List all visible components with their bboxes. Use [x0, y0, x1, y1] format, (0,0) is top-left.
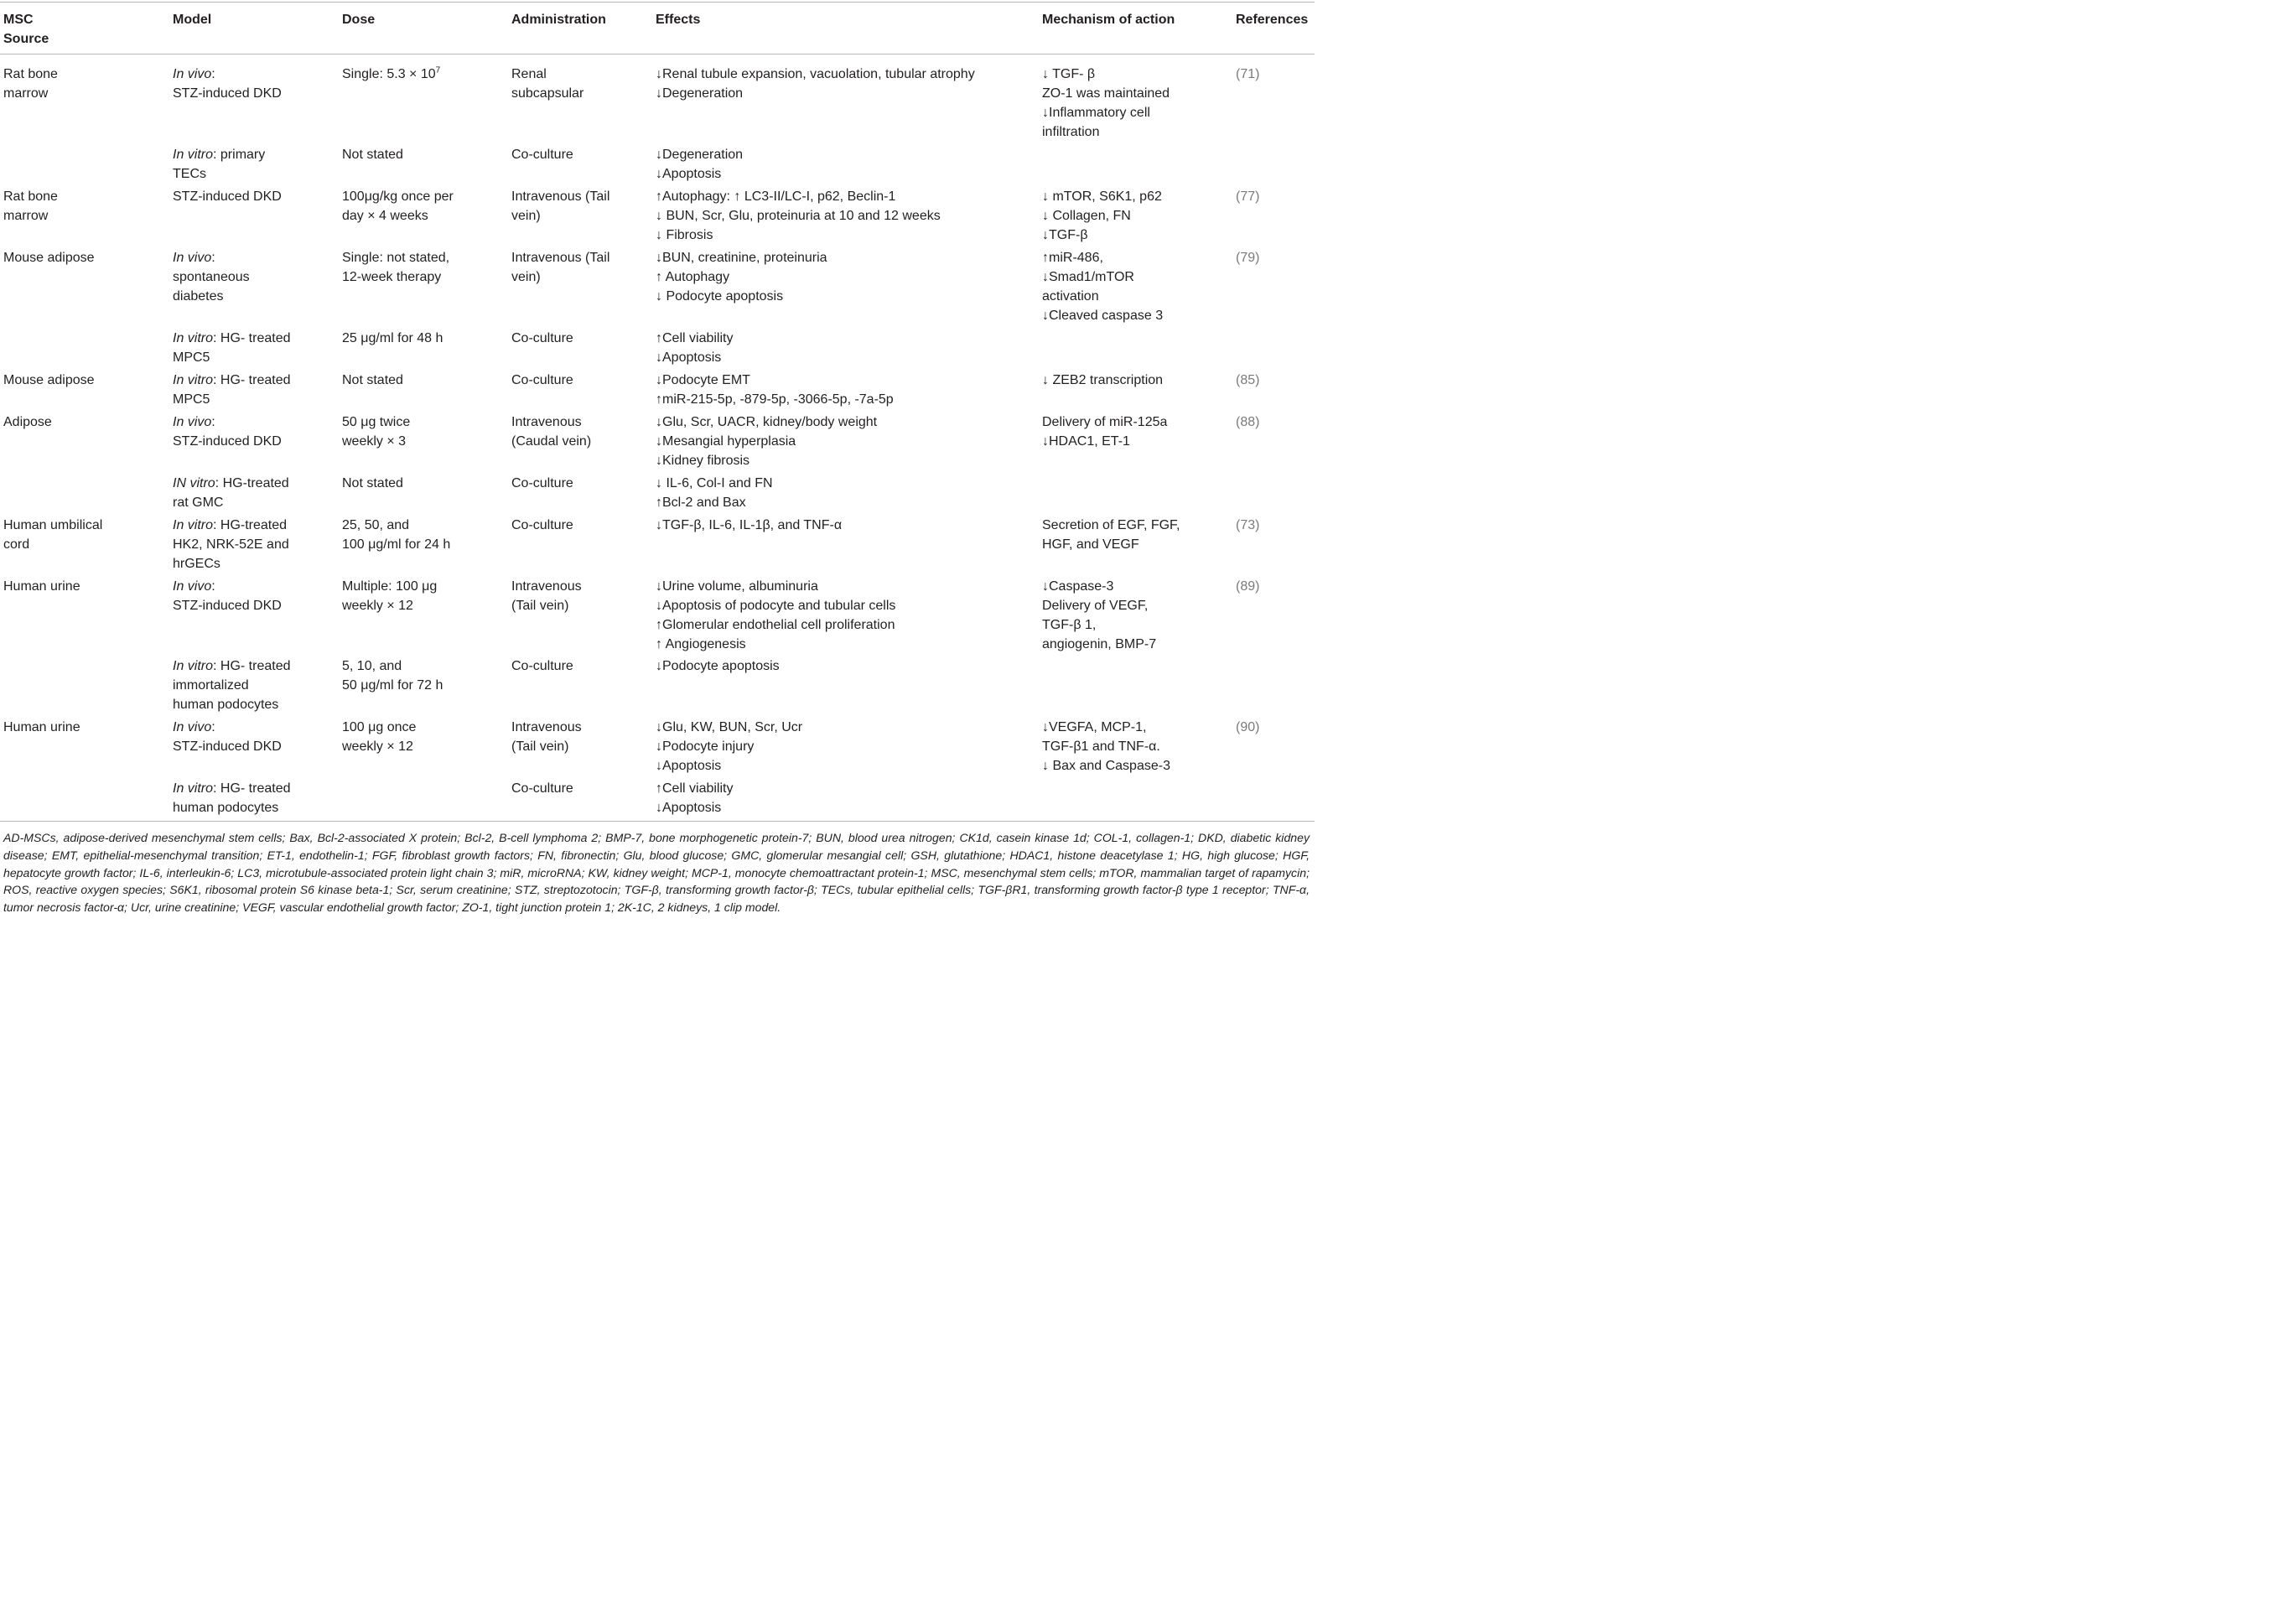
cell-model	[173, 718, 282, 756]
cell-administration: Co-culture	[511, 659, 573, 673]
cell-mechanism: ↓ ZEB2 transcription	[1042, 373, 1164, 387]
dose-text: 5, 10, and 50 μg/ml for 72 h	[342, 659, 443, 693]
cell-administration: Intravenous (Tail vein)	[511, 720, 582, 754]
cell-model	[173, 145, 265, 184]
cell-reference-link[interactable]: (88)	[1236, 415, 1260, 429]
cell-dose	[342, 474, 403, 493]
cell-model	[173, 516, 289, 573]
cell-effects: ↓ IL-6, Col-I and FN ↑Bcl-2 and Bax	[656, 476, 773, 510]
model-text: : primary TECs	[173, 148, 266, 181]
model-text: : HG- treated MPC5	[173, 373, 291, 407]
dose-text: Single: not stated, 12-week therapy	[342, 251, 450, 284]
cell-msc-source: Mouse adipose	[3, 373, 95, 387]
cell-dose	[342, 145, 403, 164]
model-label: In vitro	[173, 373, 214, 387]
cell-administration: Co-culture	[511, 373, 573, 387]
model-label: IN vitro	[173, 476, 215, 490]
cell-mechanism: ↓Caspase-3 Delivery of VEGF, TGF-β 1, angiogenin, BMP-7	[1042, 579, 1157, 651]
cell-mechanism: Secretion of EGF, FGF, HGF, and VEGF	[1042, 518, 1180, 552]
cell-model	[173, 248, 250, 306]
cell-dose	[342, 412, 410, 451]
column-header: Administration	[511, 13, 606, 27]
dose-text: 100μg/kg once per day × 4 weeks	[342, 189, 454, 223]
dose-text: Not stated	[342, 373, 403, 387]
model-text: : HG-treated rat GMC	[173, 476, 289, 510]
model-label: In vivo	[173, 67, 212, 81]
dose-text: 25 μg/ml for 48 h	[342, 331, 443, 345]
model-label: In vitro	[173, 331, 214, 345]
dose-text: 100 μg once weekly × 12	[342, 720, 417, 754]
cell-msc-source: Rat bone marrow	[3, 189, 58, 223]
cell-model	[173, 577, 282, 615]
model-text: STZ-induced DKD	[173, 189, 282, 204]
cell-dose	[342, 656, 443, 695]
cell-effects: ↑Cell viability ↓Apoptosis	[656, 781, 734, 815]
cell-mechanism: ↓ TGF- β ZO-1 was maintained ↓Inflammatory cell infiltration	[1042, 67, 1170, 139]
cell-model	[173, 779, 291, 817]
model-text: : HG- treated MPC5	[173, 331, 291, 365]
dose-text: 50 μg twice weekly × 3	[342, 415, 411, 449]
column-header: Effects	[656, 13, 701, 27]
cell-effects: ↑Cell viability ↓Apoptosis	[656, 331, 734, 365]
model-label: In vitro	[173, 518, 214, 532]
cell-mechanism: Delivery of miR-125a ↓HDAC1, ET-1	[1042, 415, 1168, 449]
cell-reference-link[interactable]: (79)	[1236, 251, 1260, 265]
cell-msc-source: Human umbilical cord	[3, 518, 103, 552]
model-text: : HG- treated human podocytes	[173, 781, 291, 815]
table-footnote: AD-MSCs, adipose-derived mesenchymal stem cells; Bax, Bcl-2-associated X protein; Bcl-2, B-cell lymphoma 2; BMP-7, bone morphogenetic protein-7; BUN, blood urea nitrogen; CK1d, casein kinase 1d; COL-1, collagen-1; DKD, diabetic kidney disease; EMT, epithelial-mesenchymal transition; ET-1, endothelin-1; FGF, fibroblast growth factors; FN, fibronectin; Glu, blood glucose; GMC, glomerular mesangial cell; GSH, glutathione; HDAC1, histone deacetylase 1; HG, high glucose; HGF, hepatocyte growth factor; IL-6, interleukin-6; LC3, microtubule-associated protein light chain 3; miR, microRNA; KW, kidney weight; MCP-1, monocyte chemoattractant protein-1; MSC, mesenchymal stem cells; mTOR, mammalian target of rapamycin; ROS, reactive oxygen species; S6K1, ribosomal protein S6 kinase beta-1; Scr, serum creatinine; STZ, streptozotocin; TGF-β, transforming growth factor-β; TECs, tubular epithelial cells; TGF-βR1, transforming growth factor-β type 1 receptor; TNF-α, tumor necrosis factor-α; Ucr, urine creatinine; VEGF, vascular endothelial growth factor; ZO-1, tight junction protein 1; 2K-1C, 2 kidneys, 1 clip model.	[3, 831, 1310, 915]
model-label: In vivo	[173, 251, 212, 265]
cell-administration: Co-culture	[511, 148, 573, 162]
cell-model	[173, 474, 289, 512]
cell-dose	[342, 329, 443, 348]
cell-reference-link[interactable]: (90)	[1236, 720, 1260, 734]
cell-model	[173, 656, 291, 714]
cell-effects: ↓Glu, Scr, UACR, kidney/body weight ↓Mesangial hyperplasia ↓Kidney fibrosis	[656, 415, 878, 468]
dose-text: Not stated	[342, 476, 403, 490]
cell-msc-source: Human urine	[3, 579, 80, 594]
model-text: : STZ-induced DKD	[173, 720, 282, 754]
cell-administration: Renal subcapsular	[511, 67, 584, 101]
table-bottom-rule	[0, 821, 1315, 822]
cell-administration: Co-culture	[511, 518, 573, 532]
cell-administration: Intravenous (Tail vein)	[511, 189, 610, 223]
model-label: In vivo	[173, 579, 212, 594]
model-label: In vitro	[173, 659, 214, 673]
cell-dose	[342, 65, 440, 84]
model-text: : HG- treated immortalized human podocytes	[173, 659, 291, 712]
model-text: : STZ-induced DKD	[173, 67, 282, 101]
column-header: Dose	[342, 13, 376, 27]
cell-dose	[342, 248, 449, 287]
model-text: : spontaneous diabetes	[173, 251, 250, 304]
column-header: References	[1236, 13, 1309, 27]
cell-mechanism: ↓VEGFA, MCP-1, TGF-β1 and TNF-α. ↓ Bax and Caspase-3	[1042, 720, 1170, 773]
cell-effects: ↓Renal tubule expansion, vacuolation, tubular atrophy ↓Degeneration	[656, 67, 975, 101]
column-header: MSC Source	[3, 13, 49, 46]
cell-administration: Co-culture	[511, 781, 573, 796]
cell-reference-link[interactable]: (71)	[1236, 67, 1260, 81]
dose-text: Multiple: 100 μg weekly × 12	[342, 579, 438, 613]
dose-exponent: 7	[435, 65, 441, 75]
cell-dose	[342, 187, 454, 226]
column-header: Model	[173, 13, 212, 27]
cell-administration: Co-culture	[511, 331, 573, 345]
cell-mechanism: ↑miR-486, ↓Smad1/mTOR activation ↓Cleaved caspase 3	[1042, 251, 1164, 323]
table-top-rule	[0, 2, 1315, 3]
model-text: : HG-treated HK2, NRK-52E and hrGECs	[173, 518, 289, 571]
cell-model	[173, 187, 282, 206]
dose-text: Not stated	[342, 148, 403, 162]
model-label: In vitro	[173, 781, 214, 796]
cell-msc-source: Adipose	[3, 415, 52, 429]
cell-msc-source: Mouse adipose	[3, 251, 95, 265]
cell-reference-link[interactable]: (73)	[1236, 518, 1260, 532]
cell-administration: Intravenous (Tail vein)	[511, 251, 610, 284]
cell-reference-link[interactable]: (85)	[1236, 373, 1260, 387]
cell-model	[173, 329, 291, 367]
cell-dose	[342, 516, 450, 554]
model-text: : STZ-induced DKD	[173, 415, 282, 449]
cell-effects: ↓Podocyte apoptosis	[656, 659, 780, 673]
dose-text: 25, 50, and 100 μg/ml for 24 h	[342, 518, 451, 552]
column-header: Mechanism of action	[1042, 13, 1175, 27]
cell-effects: ↑Autophagy: ↑ LC3-II/LC-I, p62, Beclin-1 ↓ BUN, Scr, Glu, proteinuria at 10 and 12 weeks ↓ Fibrosis	[656, 189, 941, 242]
cell-administration: Co-culture	[511, 476, 573, 490]
model-label: In vivo	[173, 720, 212, 734]
cell-dose	[342, 577, 437, 615]
cell-dose	[342, 718, 416, 756]
cell-reference-link[interactable]: (77)	[1236, 189, 1260, 204]
cell-model	[173, 371, 291, 409]
cell-effects: ↓Urine volume, albuminuria ↓Apoptosis of podocyte and tubular cells ↑Glomerular endothelial cell proliferation ↑ Angiogenesis	[656, 579, 896, 651]
cell-msc-source: Human urine	[3, 720, 80, 734]
cell-effects: ↓Glu, KW, BUN, Scr, Ucr ↓Podocyte injury ↓Apoptosis	[656, 720, 803, 773]
cell-effects: ↓Degeneration ↓Apoptosis	[656, 148, 744, 181]
cell-effects: ↓Podocyte EMT ↑miR-215-5p, -879-5p, -3066-5p, -7a-5p	[656, 373, 894, 407]
cell-model	[173, 65, 282, 103]
cell-administration: Intravenous (Caudal vein)	[511, 415, 592, 449]
cell-effects: ↓TGF-β, IL-6, IL-1β, and TNF-α	[656, 518, 843, 532]
cell-effects: ↓BUN, creatinine, proteinuria ↑ Autophagy ↓ Podocyte apoptosis	[656, 251, 827, 304]
cell-reference-link[interactable]: (89)	[1236, 579, 1260, 594]
cell-msc-source: Rat bone marrow	[3, 67, 58, 101]
cell-administration: Intravenous (Tail vein)	[511, 579, 582, 613]
cell-dose	[342, 371, 403, 390]
cell-model	[173, 412, 282, 451]
model-label: In vitro	[173, 148, 214, 162]
model-text: : STZ-induced DKD	[173, 579, 282, 613]
dose-text: Single: 5.3 × 10	[342, 67, 436, 81]
cell-mechanism: ↓ mTOR, S6K1, p62 ↓ Collagen, FN ↓TGF-β	[1042, 189, 1162, 242]
model-label: In vivo	[173, 415, 212, 429]
